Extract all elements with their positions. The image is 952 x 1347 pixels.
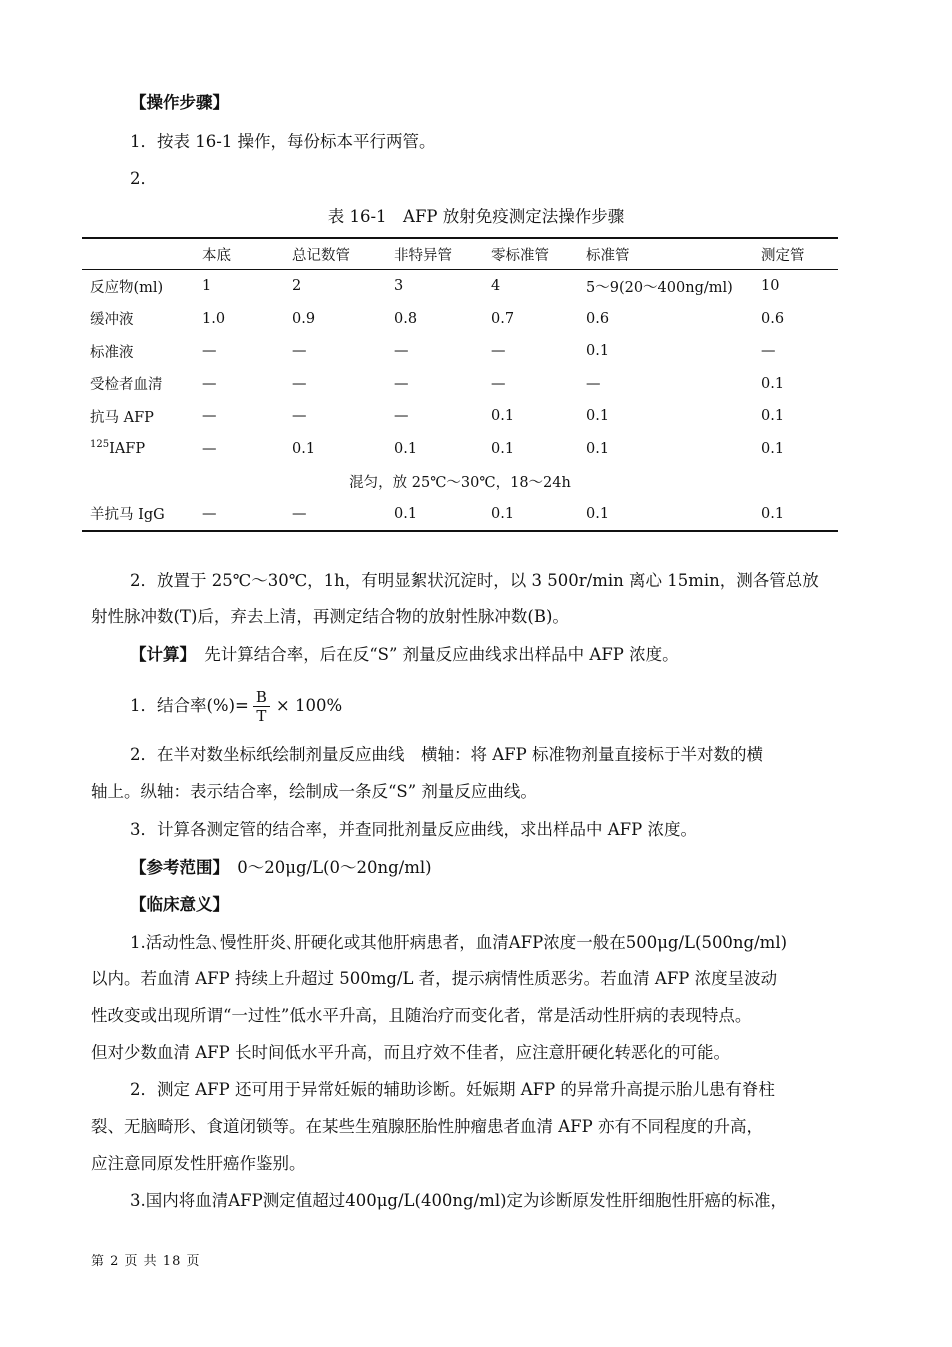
para-text: 应注意同原发性肝癌作鉴别。 — [91, 1154, 306, 1173]
table-cell: 0.1 — [394, 440, 418, 457]
fraction-denominator: T — [256, 707, 267, 725]
para-text: 2．在半对数坐标纸绘制剂量反应曲线 横轴：将 AFP 标准物剂量直接标于半对数的横 — [130, 745, 763, 764]
table-cell: 0.1 — [586, 440, 610, 457]
row-label-text: IAFP — [109, 440, 146, 457]
table-cell: 0.1 — [292, 440, 316, 457]
para-text: 2．测定 AFP 还可用于异常妊娠的辅助诊断。妊娠期 AFP 的异常升高提示胎儿患有脊柱 — [130, 1080, 775, 1099]
table-header-cell: 标准管 — [578, 238, 753, 270]
table-cell: — — [194, 498, 284, 532]
table-cell: — — [586, 375, 601, 392]
table-cell: 0.1 — [761, 440, 785, 457]
table-cell: — — [292, 343, 307, 360]
table-cell: 0.1 — [586, 343, 610, 360]
merged-note-cell: 混匀，放 25℃～30℃，18～24h — [349, 474, 571, 491]
steps-item-1: 1．按表 16-1 操作，每份标本平行两管。 — [130, 132, 436, 151]
formula-suffix: × 100% — [275, 696, 343, 715]
table-header-row — [82, 238, 838, 270]
table-cell: 0.6 — [586, 310, 610, 327]
table-header-cell: 本底 — [194, 238, 284, 270]
row-label: 受检者血清 — [90, 377, 163, 394]
table-header-cell: 测定管 — [753, 238, 838, 270]
table-cell: — — [394, 408, 409, 425]
table-row — [82, 335, 838, 368]
table-cell: — — [761, 343, 776, 360]
table-header-cell: 非特异管 — [386, 238, 483, 270]
table-cell: — — [292, 408, 307, 425]
para-text: 性改变或出现所谓“一过性”低水平升高，且随治疗而变化者，常是活动性肝病的表现特点。 — [91, 1006, 752, 1025]
table-cell: 10 — [761, 278, 780, 295]
page-footer: 第 2 页 共 18 页 — [91, 1254, 201, 1269]
table-cell: — — [491, 375, 506, 392]
table-cell: 2 — [292, 278, 302, 295]
row-label: 缓冲液 — [90, 312, 134, 329]
table-cell: 5～9(20～400ng/ml) — [586, 279, 733, 296]
table-cell: 3 — [394, 278, 404, 295]
table-cell: 0.1 — [386, 498, 483, 532]
table-header-cell: 总记数管 — [284, 238, 386, 270]
para-text: 3．计算各测定管的结合率，并查同批剂量反应曲线，求出样品中 AFP 浓度。 — [130, 820, 697, 839]
table-cell: — — [202, 343, 217, 360]
reference-line — [130, 857, 432, 879]
table-cell: — — [394, 375, 409, 392]
table-row — [82, 498, 838, 532]
procedure-table — [82, 237, 838, 532]
table-merged-row — [82, 465, 838, 498]
para-text: 射性脉冲数(T)后，弃去上清，再测定结合物的放射性脉冲数(B)。 — [91, 607, 569, 626]
table-cell: — — [292, 375, 307, 392]
calc-heading: 【计算】 — [130, 645, 188, 664]
table-cell: 0.6 — [761, 310, 785, 327]
row-label: 标准液 — [90, 344, 134, 361]
row-label: 羊抗马 IgG — [82, 498, 194, 532]
table-cell: 0.1 — [753, 498, 838, 532]
table-cell: 0.1 — [761, 375, 785, 392]
table-cell: 4 — [491, 278, 501, 295]
table-cell: — — [491, 343, 506, 360]
para-text: 裂、无脑畸形、食道闭锁等。在某些生殖腺胚胎性肿瘤患者血清 AFP 亦有不同程度的升高， — [91, 1117, 763, 1136]
table-cell: — — [202, 375, 217, 392]
table-cell: 0.1 — [491, 440, 515, 457]
fraction-numerator: B — [253, 688, 270, 707]
table-row — [82, 400, 838, 433]
table-row — [82, 433, 838, 466]
steps-heading: 【操作步骤】 — [130, 93, 229, 112]
table-row — [82, 270, 838, 303]
table-cell: 0.7 — [491, 310, 515, 327]
table-cell: 1 — [202, 278, 212, 295]
isotope-superscript: 125 — [90, 438, 110, 450]
para-text: 2．放置于 25℃～30℃，1h，有明显絮状沉淀时，以 3 500r/min 离心 15min，测各管总放 — [130, 571, 819, 590]
para-text: 但对少数血清 AFP 长时间低水平升高，而且疗效不佳者，应注意肝硬化转恶化的可能。 — [91, 1043, 730, 1062]
table-header-cell — [82, 238, 194, 270]
formula-line — [130, 687, 342, 725]
table-cell: 0.1 — [483, 498, 578, 532]
calc-intro: 先计算结合率，后在反“S” 剂量反应曲线求出样品中 AFP 浓度。 — [187, 645, 679, 664]
table-caption: 表 16-1 AFP 放射免疫测定法操作步骤 — [327, 207, 625, 226]
reference-heading: 【参考范围】 — [130, 858, 221, 877]
formula-prefix: 1．结合率(%)= — [130, 696, 249, 715]
table-cell: 0.1 — [761, 408, 785, 425]
table-header-cell: 零标准管 — [483, 238, 578, 270]
table-cell: 1.0 — [202, 310, 226, 327]
table-cell: 0.8 — [394, 310, 418, 327]
para-text: 以内。若血清 AFP 持续上升超过 500mg/L 者，提示病情性质恶劣。若血清 AFP 浓度呈波动 — [91, 969, 778, 988]
table-cell: — — [202, 408, 217, 425]
table-cell: 0.1 — [491, 408, 515, 425]
para-text: 轴上。纵轴：表示结合率，绘制成一条反“S” 剂量反应曲线。 — [91, 782, 537, 801]
table-cell: — — [394, 343, 409, 360]
table-cell: 0.1 — [578, 498, 753, 532]
table-cell: — — [202, 440, 217, 457]
clinical-heading: 【临床意义】 — [130, 895, 229, 914]
steps-item-2: 2． — [130, 169, 157, 188]
table-cell: — — [284, 498, 386, 532]
row-label — [82, 433, 194, 466]
reference-value: 0～20μg/L(0～20ng/ml) — [220, 858, 432, 877]
table-cell: 0.9 — [292, 310, 316, 327]
calc-line — [130, 644, 679, 666]
fraction — [253, 688, 270, 725]
row-label: 抗马 AFP — [90, 409, 154, 426]
table-row — [82, 368, 838, 401]
row-label: 反应物(ml) — [90, 279, 164, 296]
para-text: 3.国内将血清AFP测定值超过400μg/L(400ng/ml)定为诊断原发性肝细胞性肝癌的标准， — [130, 1191, 788, 1210]
para-text: 1.活动性急､慢性肝炎､肝硬化或其他肝病患者，血清AFP浓度一般在500μg/L(500ng/ml) — [130, 933, 788, 952]
table-row — [82, 303, 838, 336]
table-cell: 0.1 — [586, 408, 610, 425]
